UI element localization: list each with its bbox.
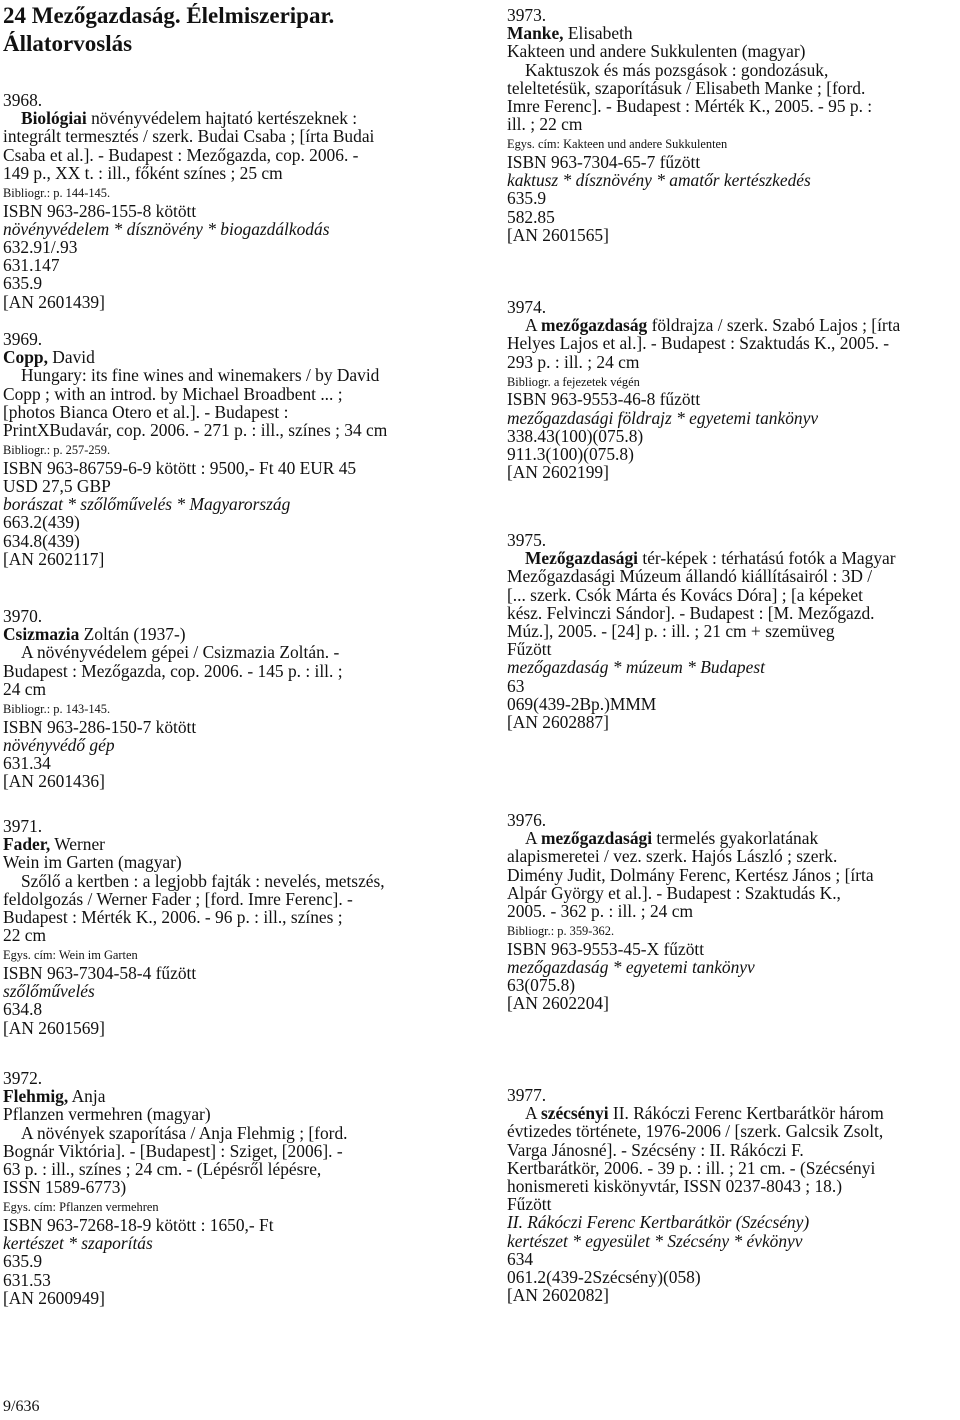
entry-number: 3972.: [3, 1068, 43, 1088]
entry-keyword: Biológiai: [21, 108, 87, 129]
entry-line: [507, 353, 959, 371]
entry-text: Copp ; with an introd. by Michael Broadbent ... ;: [3, 383, 343, 404]
entry-text: 635.9: [3, 273, 43, 294]
entry-text: 63(075.8): [507, 975, 576, 996]
subject-terms: kertészet * egyesület * Szécsény * évkönyv: [507, 1230, 803, 1251]
entry-text: [AN 2601569]: [3, 1017, 105, 1038]
entry-text: Zoltán (1937-): [79, 624, 186, 645]
entry-text: ISBN 963-7304-65-7 fűzött: [507, 151, 701, 172]
entry-text: ISBN 963-7268-18-9 kötött : 1650,- Ft: [3, 1214, 274, 1235]
entry-line: [3, 238, 473, 256]
entry-line: [3, 513, 473, 531]
entry-text: Fűzött: [507, 639, 552, 660]
entry-text: 63: [507, 675, 525, 696]
entry-text: Wein im Garten (magyar): [3, 852, 182, 873]
entry-number: 3977.: [507, 1085, 547, 1105]
entry-number: 3970.: [3, 606, 43, 626]
entry-text: [AN 2602082]: [507, 1285, 609, 1306]
entry-keyword: mezőgazdaság: [540, 315, 648, 336]
entry-line: [507, 549, 959, 567]
entry-line: [507, 622, 959, 640]
entry-text: feldolgozás / Werner Fader ; [ford. Imre Ferenc]. -: [3, 888, 353, 909]
entry-line: [3, 127, 473, 145]
entry-keyword: Csizmazia: [3, 624, 80, 645]
entry-text: 631.53: [3, 1269, 51, 1290]
entry-3971: [3, 817, 473, 1037]
entry-line: [507, 97, 959, 115]
entry-text: ill. ; 22 cm: [507, 114, 583, 135]
entry-line: [507, 1159, 959, 1177]
entry-text: 911.3(100)(075.8): [507, 443, 634, 464]
page-number: 9/636: [3, 1398, 40, 1415]
entry-line: [507, 604, 959, 622]
entry-text: David: [47, 347, 95, 368]
entry-text: 63 p. : ill., színes ; 24 cm. - (Lépésről lépésre,: [3, 1159, 322, 1180]
entry-number: 3974.: [507, 297, 547, 317]
entry-text: kész. Felvinczi Sándor]. - Budapest : [M. Mezőgazd.: [507, 602, 875, 623]
entry-line: [507, 115, 959, 133]
entry-text: 634: [507, 1248, 534, 1269]
entry-line: [3, 403, 473, 421]
entry-line: [507, 713, 959, 731]
entry-line: [3, 202, 473, 220]
entry-line: [507, 695, 959, 713]
entry-line: [3, 625, 473, 643]
entry-text: ISBN 963-86759-6-9 kötött : 9500,- Ft 40 EUR 45: [3, 457, 357, 478]
entry-line: [507, 316, 959, 334]
entry-3976: [507, 811, 959, 1013]
entry-line: [507, 1232, 959, 1250]
entry-text: tér-képek : térhatású fotók a Magyar: [638, 548, 896, 569]
entry-line: [507, 427, 959, 445]
entry-note: Egys. cím: Pflanzen vermehren: [3, 1200, 159, 1215]
entry-text: USD 27,5 GBP: [3, 475, 111, 496]
entry-line: [3, 532, 473, 550]
entry-text: évtizedes története, 1976-2006 / [szerk. Galcsik Zsolt,: [507, 1121, 884, 1142]
entry-text: ISSN 1589-6773): [3, 1177, 127, 1198]
entry-text: 293 p. : ill. ; 24 cm: [507, 351, 640, 372]
entry-note: Bibliogr. a fejezetek végén: [507, 374, 640, 389]
entry-line: [507, 171, 959, 189]
entry-line: [507, 940, 959, 958]
entry-keyword: Copp,: [3, 347, 48, 368]
entry-3968: [3, 91, 473, 311]
entry-line: [3, 1142, 473, 1160]
entry-text: 663.2(439): [3, 512, 80, 533]
entry-line: [3, 718, 473, 736]
entry-line: [3, 1087, 473, 1105]
entry-line: [3, 182, 473, 202]
subject-terms: mezőgazdaság * múzeum * Budapest: [507, 657, 765, 678]
entry-line: [3, 853, 473, 871]
entry-text: A: [525, 828, 541, 849]
entry-line: [507, 1177, 959, 1195]
subject-terms: növényvédelem * dísznövény * biogazdálkodás: [3, 218, 330, 239]
entry-line: [507, 958, 959, 976]
entry-text: A: [525, 1103, 541, 1124]
entry-text: ISBN 963-7304-58-4 fűzött: [3, 962, 197, 983]
entry-line: [3, 1105, 473, 1123]
entry-line: [507, 409, 959, 427]
entry-text: növényvédelem hajtató kertészeknek :: [86, 108, 358, 129]
entry-line: [507, 463, 959, 481]
entry-line: [507, 390, 959, 408]
entry-line: [3, 872, 473, 890]
entry-text: 635.9: [3, 1251, 43, 1272]
entry-text: ISBN 963-9553-45-X fűzött: [507, 938, 705, 959]
entry-line: [507, 829, 959, 847]
entry-line: [507, 866, 959, 884]
entry-text: 634.8(439): [3, 530, 80, 551]
entry-3973: [507, 6, 959, 244]
entry-line: [3, 1289, 473, 1307]
entry-line: [3, 385, 473, 403]
entry-line: [507, 24, 959, 42]
entry-text: Varga Jánosné]. - Szécsény : II. Rákóczi F.: [507, 1139, 804, 1160]
entry-line: [3, 421, 473, 439]
entry-line: [3, 477, 473, 495]
entry-text: 631.147: [3, 255, 60, 276]
entry-line: [3, 439, 473, 459]
entry-text: 061.2(439-2Szécsény)(058): [507, 1267, 701, 1288]
entry-keyword: mezőgazdasági: [540, 828, 653, 849]
entry-text: Budapest : Mezőgazda, cop. 2006. - 145 p. : ill. ;: [3, 660, 343, 681]
entry-text: integrált termesztés / szerk. Budai Csaba ; [írta Budai: [3, 126, 375, 147]
entry-line: [3, 835, 473, 853]
entry-line: [3, 982, 473, 1000]
entry-line: [3, 964, 473, 982]
subject-terms: szőlőművelés: [3, 981, 95, 1002]
entry-note: Egys. cím: Kakteen und andere Sukkulenten: [507, 137, 728, 152]
entry-line: [3, 293, 473, 311]
entry-text: Fűzött: [507, 1194, 552, 1215]
entry-line: [507, 1122, 959, 1140]
entry-line: [507, 153, 959, 171]
entry-line: [507, 42, 959, 60]
entry-note: Bibliogr.: p. 143-145.: [3, 702, 111, 717]
entry-line: [3, 550, 473, 568]
entry-text: [AN 2601439]: [3, 291, 105, 312]
entry-text: 2005. - 362 p. : ill. ; 24 cm: [507, 901, 693, 922]
entry-line: [3, 944, 473, 964]
entry-keyword: Fader,: [3, 834, 51, 855]
entry-line: [3, 146, 473, 164]
entry-line: [507, 371, 959, 391]
entry-text: Mezőgazdasági Múzeum állandó kiállításairól : 3D /: [507, 566, 873, 587]
entry-line: [507, 334, 959, 352]
entry-line: [3, 1160, 473, 1178]
entry-text: 149 p., XX t. : ill., főként színes ; 25 cm: [3, 162, 283, 183]
entry-text: Budapest : Mérték K., 2006. - 96 p. : ill., színes ;: [3, 907, 343, 928]
entry-line: [3, 1216, 473, 1234]
entry-text: Elisabeth: [563, 23, 633, 44]
entry-line: [507, 567, 959, 585]
entry-line: [3, 1252, 473, 1270]
entry-text: ISBN 963-9553-46-8 fűzött: [507, 389, 701, 410]
entry-line: [507, 586, 959, 604]
entry-text: [photos Bianca Otero et al.]. - Budapest :: [3, 401, 289, 422]
entry-line: [3, 1000, 473, 1018]
section-heading: [3, 2, 473, 58]
entry-3970: [3, 607, 473, 790]
entry-text: 631.34: [3, 752, 51, 773]
entry-text: 632.91/.93: [3, 236, 78, 257]
entry-line: [3, 736, 473, 754]
entry-text: [AN 2601565]: [507, 224, 609, 245]
entry-text: ISBN 963-286-150-7 kötött: [3, 716, 197, 737]
entry-line: [507, 1141, 959, 1159]
entry-line: [3, 926, 473, 944]
entry-line: [3, 1196, 473, 1216]
entry-text: Pflanzen vermehren (magyar): [3, 1104, 211, 1125]
entry-text: 069(439-2Bp.)MMM: [507, 693, 657, 714]
entry-line: [3, 459, 473, 477]
entry-text: Bognár Viktória]. - [Budapest] : Sziget, [2006]. -: [3, 1140, 343, 1161]
entry-text: A növények szaporítása / Anja Flehmig ; [ford.: [21, 1122, 348, 1143]
entry-line: [507, 847, 959, 865]
entry-text: [AN 2602117]: [3, 548, 105, 569]
entry-line: [3, 662, 473, 680]
subject-terms: II. Rákóczi Ferenc Kertbarátkör (Szécsény): [507, 1212, 810, 1233]
subject-terms: növényvédő gép: [3, 734, 115, 755]
entry-line: [3, 680, 473, 698]
entry-line: [507, 79, 959, 97]
section-heading-line-1: 24 Mezőgazdaság. Élelmiszeripar.: [3, 3, 335, 28]
entry-line: [3, 1271, 473, 1289]
entry-text: ISBN 963-286-155-8 kötött: [3, 200, 197, 221]
entry-line: [507, 208, 959, 226]
entry-line: [3, 908, 473, 926]
entry-text: Hungary: its fine wines and winemakers / by David: [21, 365, 380, 386]
entry-text: 22 cm: [3, 925, 46, 946]
entry-text: Werner: [50, 834, 105, 855]
entry-text: Kaktuszok és más pozsgások : gondozásuk,: [525, 59, 829, 80]
entry-line: [3, 366, 473, 384]
entry-text: alapismeretei / vez. szerk. Hajós László ; szerk.: [507, 846, 838, 867]
entry-text: [AN 2602887]: [507, 712, 609, 733]
entry-text: [AN 2602204]: [507, 993, 609, 1014]
entry-line: [3, 754, 473, 772]
entry-text: Szőlő a kertben : a legjobb fajták : nevelés, metszés,: [21, 870, 385, 891]
entry-keyword: szécsényi: [540, 1103, 609, 1124]
entry-text: földrajza / szerk. Szabó Lajos ; [írta: [647, 315, 901, 336]
entry-3972: [3, 1069, 473, 1307]
entry-text: Helyes Lajos et al.]. - Budapest : Szaktudás K., 2005. -: [507, 333, 890, 354]
entry-text: 338.43(100)(075.8): [507, 425, 644, 446]
entry-text: Csaba et al.]. - Budapest : Mezőgazda, cop. 2006. -: [3, 144, 359, 165]
entry-line: [3, 1234, 473, 1252]
entry-number: 3975.: [507, 530, 547, 550]
entry-line: [507, 1213, 959, 1231]
entry-3975: [507, 531, 959, 731]
entry-text: [AN 2602199]: [507, 462, 609, 483]
entry-text: Kertbarátkör, 2006. - 39 p. : ill. ; 21 cm. - (Szécsényi: [507, 1157, 876, 1178]
entry-line: [3, 1178, 473, 1196]
entry-text: Kakteen und andere Sukkulenten (magyar): [507, 41, 806, 62]
entry-3969: [3, 330, 473, 568]
entry-keyword: Manke,: [507, 23, 564, 44]
entry-line: [3, 772, 473, 790]
entry-keyword: Flehmig,: [3, 1086, 69, 1107]
entry-keyword: Mezőgazdasági: [525, 548, 639, 569]
entry-text: Imre Ferenc]. - Budapest : Mérték K., 2005. - 95 p. :: [507, 96, 873, 117]
entry-line: [507, 189, 959, 207]
entry-line: [3, 274, 473, 292]
entry-number: 3968.: [3, 90, 43, 110]
entry-line: [3, 1019, 473, 1037]
entry-line: [3, 256, 473, 274]
entry-text: Anja: [68, 1086, 106, 1107]
entry-note: Egys. cím: Wein im Garten: [3, 948, 138, 963]
entry-note: Bibliogr.: p. 257-259.: [3, 443, 111, 458]
entry-line: [507, 1104, 959, 1122]
entry-line: [3, 643, 473, 661]
entry-line: [3, 698, 473, 718]
entry-text: honismereti kiskönyvtár, ISSN 0237-8043 ; 18.): [507, 1176, 843, 1197]
entry-number: 3973.: [507, 5, 547, 25]
entry-line: [507, 61, 959, 79]
entry-text: termelés gyakorlatának: [652, 828, 819, 849]
entry-line: [507, 902, 959, 920]
entry-text: A növényvédelem gépei / Csizmazia Zoltán. -: [21, 642, 340, 663]
entry-line: [507, 1250, 959, 1268]
entry-text: teleltetésük, szaporításuk / Elisabeth Manke ; [ford.: [507, 77, 866, 98]
entry-line: [507, 133, 959, 153]
entry-line: [507, 976, 959, 994]
entry-text: 634.8: [3, 999, 43, 1020]
entry-number: 3969.: [3, 329, 43, 349]
entry-line: [3, 109, 473, 127]
entry-line: [3, 164, 473, 182]
entry-line: [507, 226, 959, 244]
subject-terms: kaktusz * dísznövény * amatőr kertészkedés: [507, 170, 811, 191]
entry-text: A: [525, 315, 541, 336]
entry-note: Bibliogr.: p. 359-362.: [507, 924, 615, 939]
subject-terms: mezőgazdasági földrajz * egyetemi tankönyv: [507, 407, 819, 428]
subject-terms: kertészet * szaporítás: [3, 1233, 153, 1254]
entry-text: [... szerk. Csók Márta és Kovács Dóra] ; [a képeket: [507, 584, 863, 605]
entry-line: [3, 348, 473, 366]
entry-line: [507, 445, 959, 463]
entry-3974: [507, 298, 959, 481]
entry-text: PrintXBudavár, cop. 2006. - 271 p. : ill., színes ; 34 cm: [3, 420, 388, 441]
entry-line: [507, 920, 959, 940]
entry-3977: [507, 1086, 959, 1304]
entry-number: 3976.: [507, 810, 547, 830]
entry-line: [507, 658, 959, 676]
entry-line: [507, 994, 959, 1012]
entry-line: [507, 1268, 959, 1286]
entry-text: [AN 2601436]: [3, 771, 105, 792]
section-heading-line-2: Állatorvoslás: [3, 31, 133, 56]
entry-text: [AN 2600949]: [3, 1287, 105, 1308]
entry-line: [3, 495, 473, 513]
subject-terms: borászat * szőlőművelés * Magyarország: [3, 494, 291, 515]
entry-text: 24 cm: [3, 678, 46, 699]
subject-terms: mezőgazdaság * egyetemi tankönyv: [507, 956, 755, 977]
entry-line: [507, 1286, 959, 1304]
entry-text: Alpár György et al.]. - Budapest : Szaktudás K.,: [507, 882, 841, 903]
entry-text: Dimény Judit, Dolmány Ferenc, Kertész János ; [írta: [507, 864, 874, 885]
entry-note: Bibliogr.: p. 144-145.: [3, 186, 111, 201]
entry-line: [3, 220, 473, 238]
entry-text: 635.9: [507, 188, 547, 209]
entry-line: [507, 1195, 959, 1213]
entry-number: 3971.: [3, 816, 43, 836]
entry-text: II. Rákóczi Ferenc Kertbarátkör három: [608, 1103, 884, 1124]
entry-text: 582.85: [507, 206, 555, 227]
entry-line: [507, 640, 959, 658]
entry-line: [3, 890, 473, 908]
entry-line: [507, 884, 959, 902]
entry-line: [3, 1124, 473, 1142]
entry-text: Múz.], 2005. - [24] p. : ill. ; 21 cm + szemüveg: [507, 621, 835, 642]
entry-line: [507, 677, 959, 695]
